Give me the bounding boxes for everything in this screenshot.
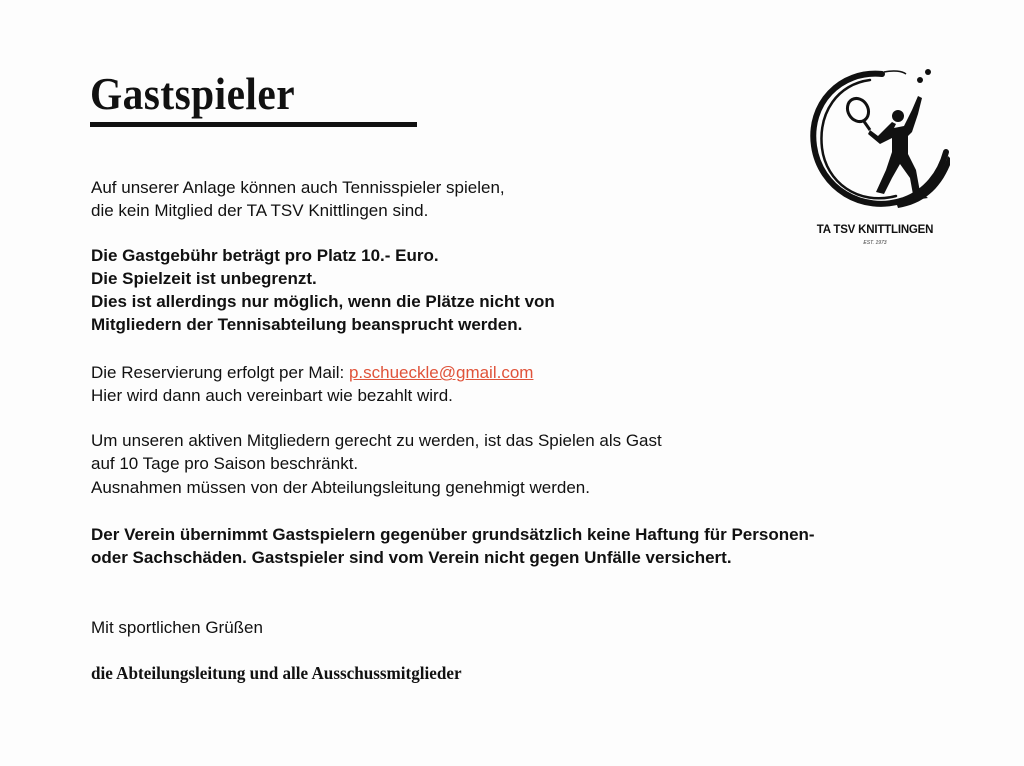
liability-line-1: Der Verein übernimmt Gastspielern gegenüber grundsätzlich keine Haftung für Personen- [91, 525, 815, 544]
club-name: TA TSV KNITTLINGEN [816, 224, 934, 236]
club-logo [790, 66, 960, 256]
club-established: EST. 1973 [863, 240, 887, 246]
signature: die Abteilungsleitung und alle Ausschussmitglieder [91, 663, 462, 683]
title-underline [90, 122, 417, 127]
intro-line-2: die kein Mitglied der TA TSV Knittlingen sind. [91, 201, 429, 220]
tennis-player-serve-icon [800, 66, 950, 216]
reservation-prefix: Die Reservierung erfolgt per Mail: [91, 363, 349, 382]
greeting: Mit sportlichen Grüßen [91, 618, 263, 637]
fee-line-1: Die Gastgebühr beträgt pro Platz 10.- Euro. [91, 246, 439, 265]
fee-line-4: Mitgliedern der Tennisabteilung beansprucht werden. [91, 315, 523, 334]
email-link[interactable]: p.schueckle@gmail.com [348, 363, 534, 382]
reservation-line-1 [91, 362, 533, 384]
fee-line-3: Dies ist allerdings nur möglich, wenn die Plätze nicht von [91, 292, 555, 311]
fee-line-2: Die Spielzeit ist unbegrenzt. [91, 269, 317, 288]
rules-line-1: Um unseren aktiven Mitgliedern gerecht zu werden, ist das Spielen als Gast [91, 431, 662, 450]
reservation-line-2: Hier wird dann auch vereinbart wie bezahlt wird. [91, 386, 453, 405]
liability-line-2: oder Sachschäden. Gastspieler sind vom Verein nicht gegen Unfälle versichert. [91, 548, 732, 567]
intro-line-1: Auf unserer Anlage können auch Tennisspieler spielen, [91, 178, 505, 197]
rules-line-3: Ausnahmen müssen von der Abteilungsleitung genehmigt werden. [91, 478, 590, 497]
page-title: Gastspieler [90, 68, 296, 119]
rules-line-2: auf 10 Tage pro Saison beschränkt. [91, 454, 359, 473]
